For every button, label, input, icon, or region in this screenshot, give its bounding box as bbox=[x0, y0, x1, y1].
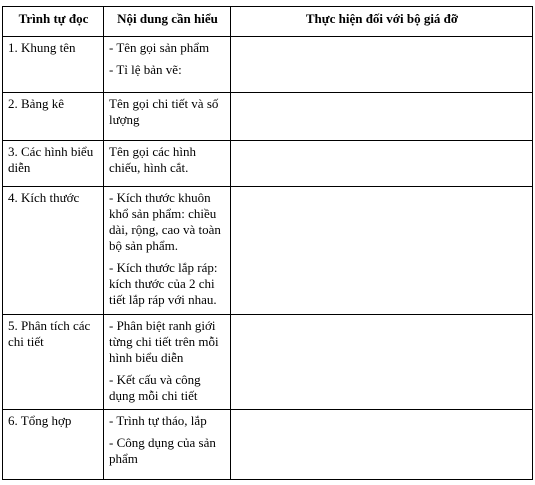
content-item: - Tên gọi sản phẩm bbox=[109, 40, 210, 55]
content-cell bbox=[104, 141, 231, 187]
content-item: - Trình tự tháo, lắp bbox=[109, 413, 207, 428]
table-row bbox=[3, 93, 533, 141]
action-cell bbox=[231, 37, 533, 93]
action-cell bbox=[231, 410, 533, 480]
table-row bbox=[3, 187, 533, 315]
table-row bbox=[3, 315, 533, 410]
action-cell bbox=[231, 141, 533, 187]
table-row bbox=[3, 410, 533, 480]
header-bracket-implementation: Thực hiện đối với bộ giá đỡ bbox=[231, 7, 533, 37]
content-item: - Tỉ lệ bản vẽ: bbox=[109, 62, 182, 77]
action-cell bbox=[231, 93, 533, 141]
content-item: - Kích thước lắp ráp: kích thước của 2 chi tiết lắp ráp với nhau. bbox=[109, 260, 218, 307]
header-reading-order: Trình tự đọc bbox=[3, 7, 104, 37]
content-item: Tên gọi chi tiết và số lượng bbox=[109, 96, 219, 127]
content-item: - Kích thước khuôn khổ sản phẩm: chiều dài, rộng, cao và toàn bộ sản phẩm. bbox=[109, 190, 221, 253]
reading-procedure-table bbox=[2, 6, 533, 480]
step-cell: 4. Kích thước bbox=[3, 187, 104, 315]
step-cell: 2. Bảng kê bbox=[3, 93, 104, 141]
step-cell: 6. Tổng hợp bbox=[3, 410, 104, 480]
content-cell bbox=[104, 37, 231, 93]
content-item: Tên gọi các hình chiếu, hình cắt. bbox=[109, 144, 196, 175]
content-cell bbox=[104, 315, 231, 410]
step-cell: 3. Các hình biểu diễn bbox=[3, 141, 104, 187]
content-item: - Công dụng của sản phẩm bbox=[109, 435, 216, 466]
step-cell: 5. Phân tích các chi tiết bbox=[3, 315, 104, 410]
table-header-row bbox=[3, 7, 533, 37]
action-cell bbox=[231, 315, 533, 410]
table-row bbox=[3, 141, 533, 187]
table-row bbox=[3, 37, 533, 93]
content-cell bbox=[104, 410, 231, 480]
content-cell bbox=[104, 187, 231, 315]
header-content-to-understand: Nội dung cần hiểu bbox=[104, 7, 231, 37]
action-cell bbox=[231, 187, 533, 315]
content-item: - Kết cấu và công dụng mỗi chi tiết bbox=[109, 372, 201, 403]
content-cell bbox=[104, 93, 231, 141]
step-cell: 1. Khung tên bbox=[3, 37, 104, 93]
content-item: - Phân biệt ranh giới từng chi tiết trên mỗi hình biểu diễn bbox=[109, 318, 219, 365]
